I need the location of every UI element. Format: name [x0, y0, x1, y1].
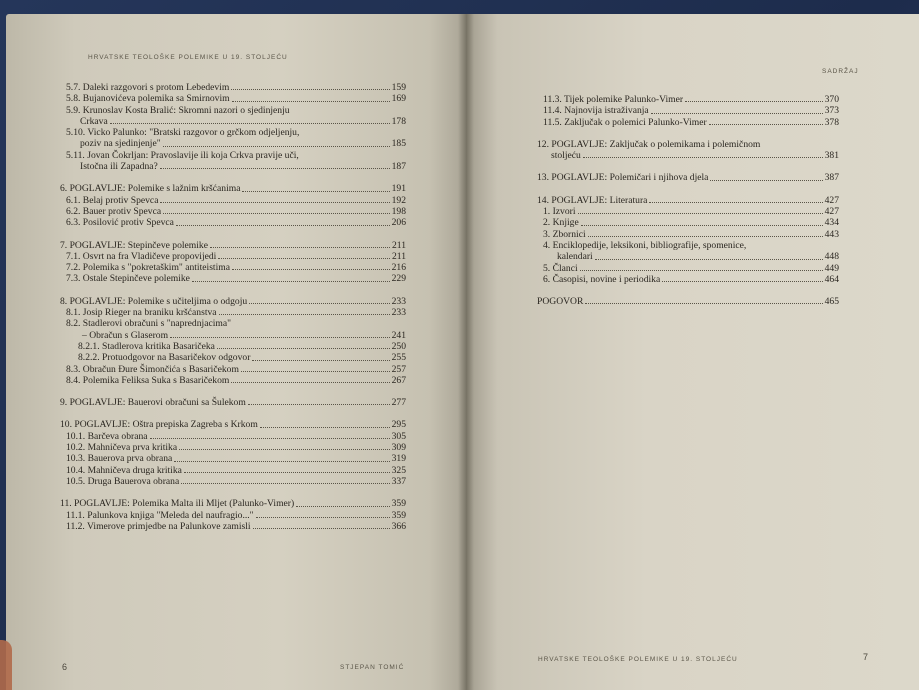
toc-section-entry	[60, 262, 406, 273]
toc-chapter-entry	[537, 172, 839, 183]
dot-leader	[150, 438, 390, 439]
toc-page-number: 434	[824, 217, 839, 229]
toc-spacer	[537, 184, 839, 195]
toc-page-number: 250	[391, 340, 406, 352]
dot-leader	[649, 202, 822, 203]
toc-entry-title: 8.2.1. Stadlerova kritika Basaričeka	[78, 340, 215, 352]
toc-page-number: 337	[391, 475, 406, 487]
toc-page-number: 464	[824, 273, 839, 285]
dot-leader	[248, 404, 390, 405]
toc-section-entry	[60, 465, 406, 476]
toc-page-number: 359	[391, 498, 406, 510]
toc-page-number: 465	[824, 296, 839, 308]
toc-entry-title: 8.2. Stadlerovi obračuni s "naprednjacima"	[66, 318, 232, 330]
toc-entry-title: 10.2. Mahničeva prva kritika	[66, 442, 178, 454]
dot-leader	[192, 281, 390, 282]
dot-leader	[179, 449, 390, 450]
toc-section-entry	[60, 93, 406, 104]
dot-leader	[685, 101, 823, 102]
toc-section-entry	[60, 150, 406, 173]
toc-entry-title: 5.10. Vicko Palunko: "Bratski razgovor o grčkom odjeljenju,	[66, 127, 300, 139]
toc-page-number: 211	[391, 239, 406, 251]
dot-leader	[578, 213, 823, 214]
toc-section-entry	[60, 521, 406, 532]
toc-entry-title: 11.3. Tijek polemike Palunko-Vimer	[543, 94, 684, 105]
toc-entry-title: 1. Izvori	[543, 206, 576, 218]
toc-page-number: 319	[391, 453, 406, 465]
dot-leader	[176, 225, 390, 226]
toc-section-entry	[537, 274, 839, 285]
toc-spacer	[60, 386, 406, 397]
toc-chapter-entry	[537, 296, 839, 307]
dot-leader	[595, 259, 823, 260]
toc-entry-continuation-line	[66, 161, 406, 172]
left-table-of-contents	[60, 82, 406, 532]
dot-leader	[580, 270, 823, 271]
toc-section-entry	[60, 352, 406, 363]
dot-leader	[163, 213, 389, 214]
toc-section-entry	[537, 206, 839, 217]
toc-page-number: 427	[824, 194, 839, 206]
toc-page-number: 443	[824, 228, 839, 240]
toc-page-number: 370	[824, 94, 839, 105]
toc-page-number: 359	[391, 509, 406, 521]
dot-leader	[181, 483, 389, 484]
toc-page-number: 267	[391, 374, 406, 386]
toc-entry-continuation-line	[66, 138, 406, 149]
toc-section-entry	[60, 127, 406, 150]
toc-entry-title: 11.5. Zaključak o polemici Palunko-Vimer	[543, 116, 707, 128]
dot-leader	[710, 180, 822, 181]
toc-page-number: 198	[391, 205, 406, 217]
toc-section-entry	[60, 105, 406, 128]
dot-leader	[651, 113, 823, 114]
toc-entry-title-continuation: Istočna ili Zapadna?	[80, 161, 158, 173]
toc-entry-title: 9. POGLAVLJE: Bauerovi obračuni sa Šulekom	[60, 397, 246, 409]
toc-page-number: 206	[391, 217, 406, 229]
toc-spacer	[60, 408, 406, 419]
toc-entry-title: 10.1. Barčeva obrana	[66, 430, 148, 442]
dot-leader	[217, 348, 390, 349]
toc-chapter-entry	[60, 240, 406, 251]
toc-section-entry	[60, 307, 406, 318]
toc-section-entry	[60, 476, 406, 487]
toc-section-entry	[60, 82, 406, 93]
toc-entry-title: 11.1. Palunkova knjiga "Meleda del naufragio..."	[66, 509, 254, 521]
toc-entry-title: 10. POGLAVLJE: Oštra prepiska Zagreba s Krkom	[60, 419, 258, 431]
dot-leader	[218, 258, 390, 259]
toc-page-number: 448	[824, 251, 839, 263]
dot-leader	[210, 247, 390, 248]
dot-leader	[581, 225, 823, 226]
toc-page-number: 169	[391, 93, 406, 105]
toc-chapter-entry	[537, 195, 839, 206]
toc-page-number: 373	[824, 105, 839, 117]
toc-section-entry	[60, 195, 406, 206]
toc-entry-title: POGOVOR	[537, 296, 584, 308]
toc-entry-title: 11.4. Najnovija istraživanja	[543, 105, 649, 117]
toc-entry-title: 13. POGLAVLJE: Polemičari i njihova djela	[537, 172, 709, 184]
toc-entry-title-continuation: kalendari	[557, 251, 593, 263]
toc-section-entry	[537, 263, 839, 274]
dot-leader	[170, 337, 390, 338]
toc-spacer	[60, 229, 406, 240]
toc-entry-title-continuation: poziv na sjedinjenje"	[80, 138, 161, 150]
toc-section-entry	[537, 117, 839, 128]
toc-page-number: 449	[824, 262, 839, 274]
toc-entry-title: 10.5. Druga Bauerova obrana	[66, 475, 180, 487]
dot-leader	[232, 101, 390, 102]
toc-page-number: 185	[391, 138, 406, 150]
toc-chapter-entry	[60, 296, 406, 307]
toc-section-entry	[60, 206, 406, 217]
toc-entry-title: 2. Knjige	[543, 217, 579, 229]
book-gutter	[458, 14, 474, 690]
dot-leader	[231, 382, 389, 383]
dot-leader	[163, 146, 390, 147]
toc-entry-title: 6.3. Posilović protiv Spevca	[66, 217, 174, 229]
toc-entry-title: 14. POGLAVLJE: Literatura	[537, 194, 648, 206]
toc-section-entry	[537, 94, 839, 105]
dot-leader	[160, 168, 390, 169]
toc-entry-title: 10.3. Bauerova prva obrana	[66, 453, 173, 465]
toc-section-entry	[537, 217, 839, 228]
open-book	[6, 14, 919, 690]
toc-entry-title: – Obračun s Glaserom	[82, 329, 169, 341]
toc-entry-title: 7. POGLAVLJE: Stepinčeve polemike	[60, 239, 208, 251]
toc-entry-continuation-line	[66, 116, 406, 127]
toc-entry-title: 4. Enciklopedije, leksikoni, bibliografije, spomenice,	[543, 239, 747, 251]
dot-leader	[232, 269, 390, 270]
toc-entry-continuation-line	[537, 150, 839, 161]
toc-spacer	[60, 285, 406, 296]
toc-section-entry	[60, 251, 406, 262]
toc-page-number: 325	[391, 464, 406, 476]
toc-page-number: 309	[391, 442, 406, 454]
toc-section-entry	[60, 364, 406, 375]
dot-leader	[241, 371, 390, 372]
dot-leader	[253, 528, 390, 529]
toc-section-entry	[60, 431, 406, 442]
toc-page-number: 233	[391, 307, 406, 319]
toc-section-entry	[537, 105, 839, 116]
right-page-number: 7	[863, 652, 869, 662]
toc-entry-title: 3. Zbornici	[543, 228, 586, 240]
toc-page-number: 192	[391, 194, 406, 206]
finger	[0, 640, 12, 690]
toc-entry-title: 5. Članci	[543, 262, 578, 274]
toc-entry-title: 6. Časopisi, novine i periodika	[543, 273, 661, 285]
dot-leader	[709, 124, 823, 125]
toc-chapter-entry	[60, 419, 406, 430]
toc-page-number: 305	[391, 430, 406, 442]
toc-page-number: 387	[824, 172, 839, 184]
toc-spacer	[537, 128, 839, 139]
dot-leader	[219, 314, 390, 315]
toc-page-number: 255	[391, 352, 406, 364]
toc-entry-title-continuation: Crkava	[80, 115, 108, 127]
dot-leader	[231, 89, 389, 90]
toc-entry-title: 5.11. Jovan Čokrljan: Pravoslavije ili koja Crkva pravije uči,	[66, 149, 299, 161]
toc-page-number: 216	[391, 262, 406, 274]
toc-spacer	[537, 161, 839, 172]
toc-entry-title: 7.2. Polemika s "pokretaškim" antiteistima	[66, 262, 230, 274]
toc-entry-title: 5.7. Daleki razgovori s protom Lebedevim	[66, 82, 230, 93]
dot-leader	[662, 281, 822, 282]
left-footer-author: STJEPAN TOMIĆ	[340, 664, 405, 671]
dot-leader	[260, 427, 390, 428]
toc-section-entry	[60, 273, 406, 284]
toc-section-entry	[60, 330, 406, 341]
toc-page-number: 233	[391, 295, 406, 307]
toc-chapter-entry	[60, 397, 406, 408]
toc-chapter-entry	[60, 183, 406, 194]
toc-page-number: 277	[391, 397, 406, 409]
toc-page-number: 366	[391, 520, 406, 532]
right-running-head: SADRŽAJ	[822, 68, 859, 75]
toc-spacer	[60, 487, 406, 498]
toc-entry-title: 5.9. Krunoslav Kosta Bralić: Skromni nazori o sjedinjenju	[66, 104, 290, 116]
toc-section-entry	[60, 375, 406, 386]
right-page	[466, 14, 919, 690]
toc-spacer	[60, 172, 406, 183]
toc-section-entry	[537, 240, 839, 263]
toc-page-number: 241	[391, 329, 406, 341]
toc-page-number: 378	[824, 116, 839, 128]
toc-entry-title: 8.1. Josip Rieger na braniku kršćanstva	[66, 307, 217, 319]
left-page	[6, 14, 466, 690]
toc-entry-title: 5.8. Bujanovićeva polemika sa Smirnovim	[66, 93, 230, 105]
toc-entry-continuation-line	[543, 251, 839, 262]
left-running-head: HRVATSKE TEOLOŠKE POLEMIKE U 19. STOLJEĆU	[88, 54, 288, 61]
toc-spacer	[537, 285, 839, 296]
toc-entry-title: 6. POGLAVLJE: Polemike s lažnim kršćanima	[60, 183, 241, 195]
toc-section-entry	[60, 217, 406, 228]
toc-entry-title: 8.4. Polemika Feliksa Suka s Basaričekom	[66, 374, 230, 386]
toc-chapter-entry	[60, 498, 406, 509]
toc-entry-title: 12. POGLAVLJE: Zaključak o polemikama i polemičnom	[537, 138, 761, 150]
toc-section-entry	[60, 442, 406, 453]
toc-entry-title-continuation: stoljeću	[551, 150, 581, 162]
dot-leader	[160, 202, 389, 203]
toc-section-entry	[60, 510, 406, 521]
toc-section-entry	[60, 341, 406, 352]
toc-section-entry	[60, 318, 406, 329]
dot-leader	[249, 303, 389, 304]
toc-page-number: 178	[391, 115, 406, 127]
toc-page-number: 191	[391, 183, 406, 195]
toc-entry-title: 8.2.2. Protuodgovor na Basaričekov odgovor	[78, 352, 251, 364]
toc-chapter-entry	[537, 139, 839, 162]
dot-leader	[583, 157, 823, 158]
toc-section-entry	[537, 229, 839, 240]
toc-section-entry	[60, 453, 406, 464]
left-page-number: 6	[62, 662, 68, 672]
toc-entry-title: 8.3. Obračun Đure Šimončića s Basaričekom	[66, 363, 239, 375]
toc-entry-title: 6.2. Bauer protiv Spevca	[66, 205, 162, 217]
toc-page-number: 257	[391, 363, 406, 375]
right-table-of-contents	[537, 94, 839, 307]
toc-entry-title: 10.4. Mahničeva druga kritika	[66, 464, 182, 476]
toc-page-number: 229	[391, 273, 406, 285]
dot-leader	[252, 360, 389, 361]
right-footer-title: HRVATSKE TEOLOŠKE POLEMIKE U 19. STOLJEĆU	[538, 656, 738, 663]
dot-leader	[588, 236, 823, 237]
dot-leader	[296, 506, 389, 507]
toc-page-number: 159	[391, 82, 406, 93]
dot-leader	[184, 472, 390, 473]
toc-page-number: 187	[391, 161, 406, 173]
dot-leader	[174, 461, 389, 462]
toc-entry-title: 6.1. Belaj protiv Spevca	[66, 194, 159, 206]
toc-page-number: 381	[824, 150, 839, 162]
dot-leader	[110, 123, 390, 124]
dot-leader	[256, 517, 390, 518]
toc-page-number: 211	[391, 250, 406, 262]
toc-entry-title: 7.1. Osvrt na fra Vladičeve propovijedi	[66, 250, 217, 262]
toc-entry-title: 7.3. Ostale Stepinčeve polemike	[66, 273, 190, 285]
dot-leader	[242, 191, 389, 192]
toc-entry-title: 11. POGLAVLJE: Polemika Malta ili Mljet (Palunko-Vimer)	[60, 498, 295, 510]
toc-page-number: 295	[391, 419, 406, 431]
toc-entry-title: 11.2. Vimerove primjedbe na Palunkove zamisli	[66, 520, 251, 532]
dot-leader	[585, 303, 822, 304]
toc-page-number: 427	[824, 206, 839, 218]
toc-entry-title: 8. POGLAVLJE: Polemike s učiteljima o odgoju	[60, 295, 248, 307]
